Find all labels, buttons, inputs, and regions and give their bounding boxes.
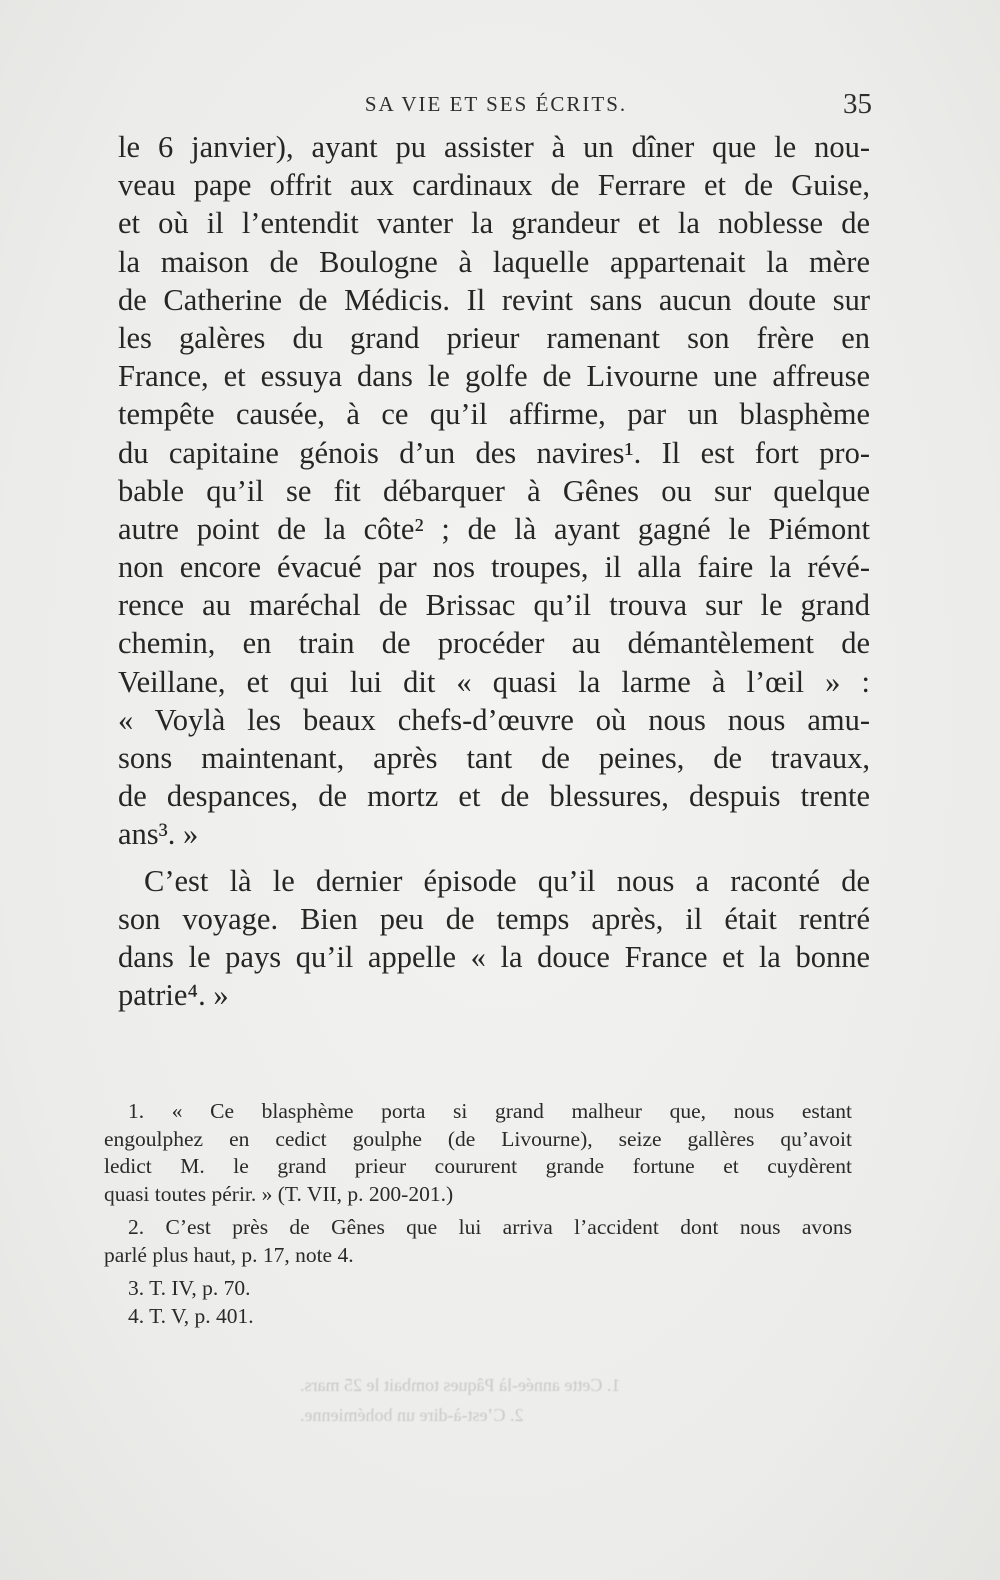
text-line: rence au maréchal de Brissac qu’il trouva sur le grand: [118, 588, 870, 623]
text-line: sons maintenant, après tant de peines, de travaux,: [118, 741, 870, 775]
footnote-line: parlé plus haut, p. 17, note 4.: [104, 1242, 354, 1267]
text-line: bable qu’il se fit débarquer à Gênes ou sur quelque: [118, 473, 870, 508]
text-line: et où il l’entendit vanter la grandeur et la noblesse de: [118, 206, 870, 241]
footnote-1: 1. « Ce blasphème porta si grand malheur que, nous estant: [128, 1099, 852, 1123]
footnote-4: 4. T. V, p. 401.: [128, 1303, 254, 1328]
text-line: France, et essuya dans le golfe de Livourne une affreuse: [118, 359, 870, 394]
text-line: le 6 janvier), ayant pu assister à un dîner que le nou-: [118, 130, 870, 164]
footnote-3: 3. T. IV, p. 70.: [128, 1276, 251, 1300]
text-line: Veillane, et qui lui dit « quasi la larme à l’œil » :: [118, 664, 870, 699]
footnote-line: quasi toutes périr. » (T. VII, p. 200-201.): [104, 1181, 454, 1206]
running-head: SA VIE ET SES ÉCRITS.: [364, 92, 628, 116]
page-header: [118, 86, 874, 126]
text-line: tempête causée, à ce qu’il affirme, par un blasphème: [118, 397, 870, 432]
text-line: C’est là le dernier épisode qu’il nous a raconté de: [144, 863, 870, 898]
text-line: chemin, en train de procéder au démantèlement de: [118, 626, 870, 661]
text-line: du capitaine génois d’un des navires¹. Il est fort pro-: [118, 435, 870, 470]
paragraph-gap: [118, 854, 870, 862]
text-line: les galères du grand prieur ramenant son frère en: [118, 320, 870, 355]
footnote-line: ledict M. le grand prieur coururent grande fortune et cuydèrent: [104, 1154, 852, 1178]
text-line: patrie⁴. »: [118, 978, 229, 1013]
text-line: son voyage. Bien peu de temps après, il était rentré: [118, 901, 870, 936]
text-line: autre point de la côte² ; de là ayant gagné le Piémont: [118, 511, 870, 546]
footnote-2: 2. C’est près de Gênes que lui arriva l’accident dont nous avons: [128, 1215, 852, 1239]
text-line: dans le pays qu’il appelle « la douce France et la bonne: [118, 939, 870, 974]
bleed-line: 2. C’est-à-dire un bohémienne.: [300, 1405, 524, 1425]
text-line: non encore évacué par nos troupes, il alla faire la révé-: [118, 550, 870, 585]
text-line: la maison de Boulogne à laquelle appartenait la mère: [118, 244, 870, 279]
text-line: ans³. »: [118, 817, 199, 852]
text-line: « Voylà les beaux chefs-d’œuvre où nous nous amu-: [118, 702, 870, 737]
footnotes: [104, 1098, 852, 1330]
bleed-line: 1. Cette année-là Pâques tombait le 25 mars.: [300, 1375, 621, 1395]
main-text: [118, 128, 870, 1014]
page-number: 35: [843, 88, 872, 120]
text-line: veau pape offrit aux cardinaux de Ferrare et de Guise,: [118, 168, 870, 203]
bleed-through-text: [300, 1370, 860, 1430]
footnote-line: engoulphez en cedict goulphe (de Livourne), seize gallères qu’avoit: [104, 1126, 852, 1151]
text-line: de Catherine de Médicis. Il revint sans aucun doute sur: [118, 282, 870, 317]
text-line: de despances, de mortz et de blessures, despuis trente: [118, 779, 870, 814]
